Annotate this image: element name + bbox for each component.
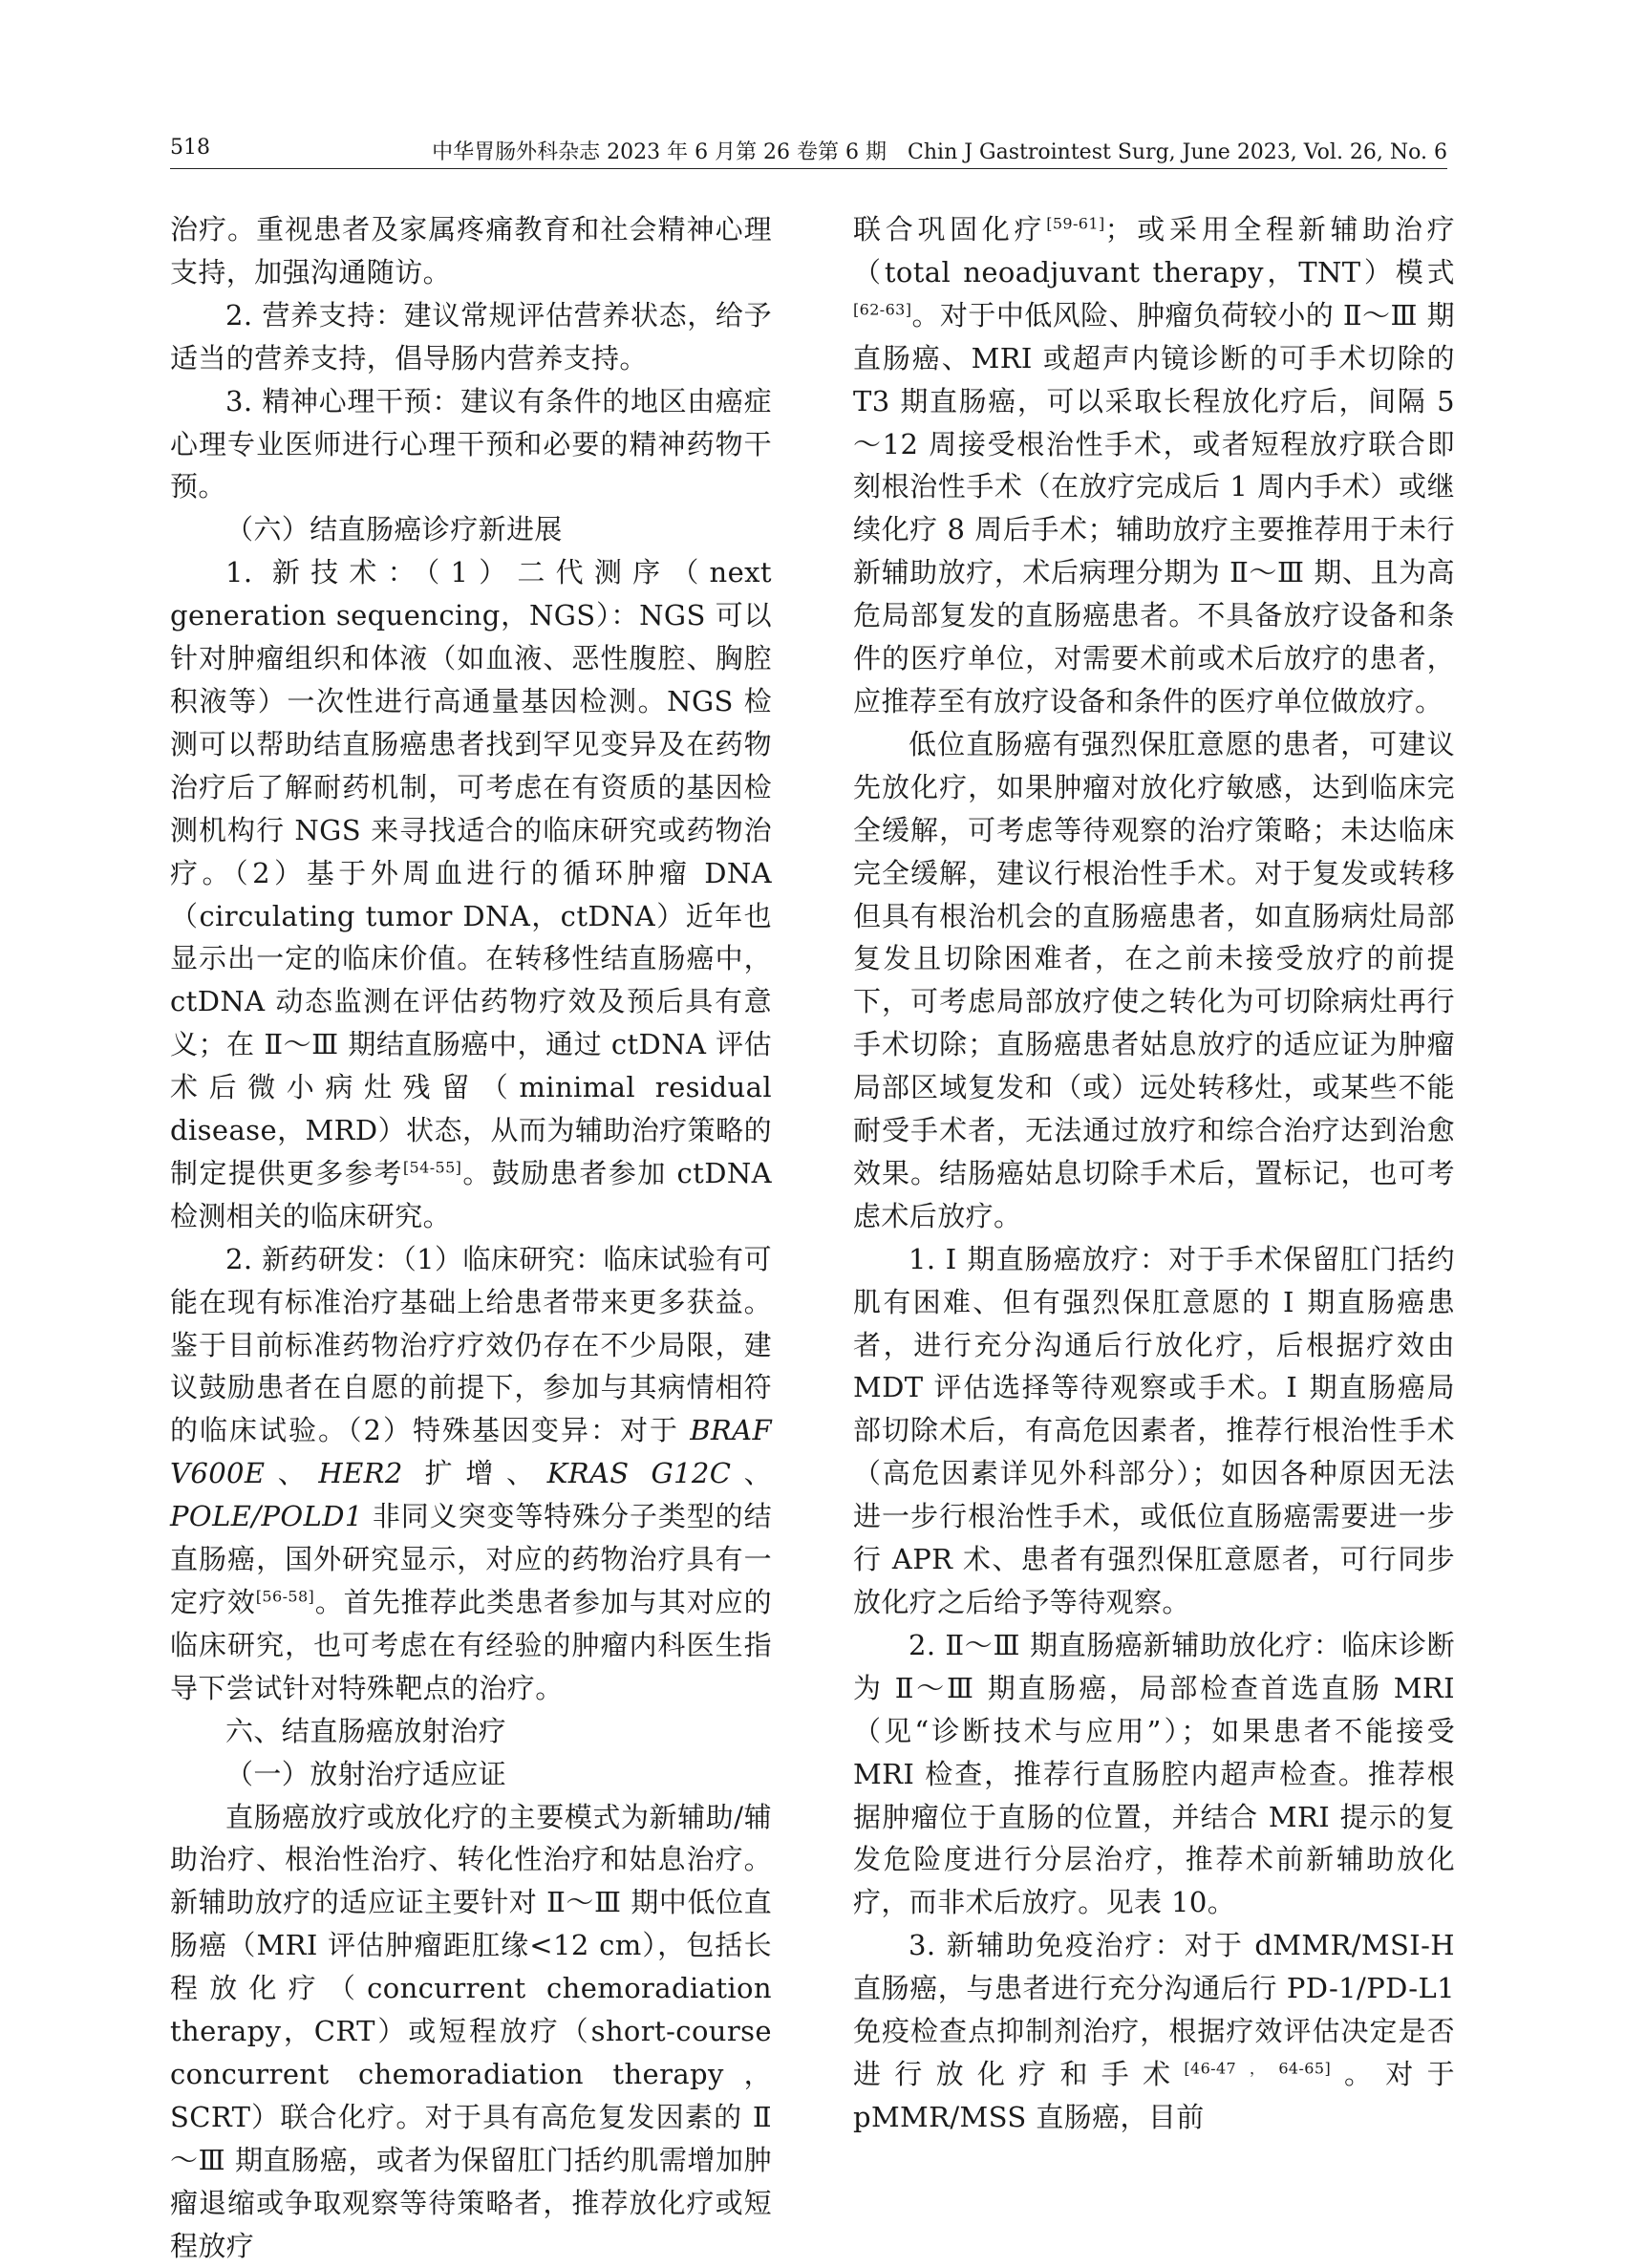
gene-name: POLE/POLD1 [170, 1500, 363, 1533]
text-run: 3. 新辅助免疫治疗：对于 dMMR/MSI-H 直肠癌，与患者进行充分沟通后行 PD-1/PD-L1 免疫检查点抑制剂治疗，根据疗效评估决定是否进行放化疗和手术 [853, 1929, 1455, 2090]
paragraph [170, 551, 772, 1238]
text-run: 。对于 pMMR/MSS 直肠癌，目前 [853, 2057, 1455, 2133]
paragraph: 3. 精神心理干预：建议有条件的地区由癌症心理专业医师进行心理干预和必要的精神药物干预。 [170, 384, 772, 503]
header-rule [170, 168, 1447, 169]
page-number: 518 [170, 136, 210, 160]
text-run: 。首先推荐此类患者参加与其对应的临床研究，也可考虑在有经验的肿瘤内科医生指导下尝试针对特殊靶点的治疗。 [170, 1586, 772, 1704]
text-run: 。对于中低风险、肿瘤负荷较小的 Ⅱ～Ⅲ 期直肠癌、MRI 或超声内镜诊断的可手术切除的 T3 期直肠癌，可以采取长程放化疗后，间隔 5～12 周接受根治性手术，或者短程放疗联合即刻根治性手术（在放疗完成后 1 周内手术）或继续化疗 8 周后手术；辅助放疗主要推荐用于未行新辅助放疗，术后病理分期为 Ⅱ～Ⅲ 期、且为高危局部复发的直肠癌患者。不具备放疗设备和条件的医疗单位，对需要术前或术后放疗的患者，应推荐至有放疗设备和条件的医疗单位做放疗。 [853, 298, 1455, 717]
text-run: 。鼓励患者参加 ctDNA 检测相关的临床研究。 [170, 1156, 772, 1232]
paragraph: 2. 营养支持：建议常规评估营养状态，给予适当的营养支持，倡导肠内营养支持。 [170, 298, 772, 374]
section-heading: （六）结直肠癌诊疗新进展 [225, 513, 563, 546]
citation: [59-61] [1046, 214, 1105, 233]
citation: [62-63] [853, 300, 912, 319]
gene-name: KRAS G12C [546, 1457, 732, 1490]
text-run: 1. 新技术：（1）二代测序（next generation sequencing，NGS）：NGS 可以针对肿瘤组织和体液（如血液、恶性腹腔、胸腔积液等）一次性进行高通量基因检测。NGS 检测可以帮助结直肠癌患者找到罕见变异及在药物治疗后了解耐药机制，可考虑在有资质的基因检测机构行 NGS 来寻找适合的临床研究或药物治疗。（2）基于外周血进行的循环肿瘤 DNA（circulating tumor DNA，ctDNA）近年也显示出一定的临床价值。在转移性结直肠癌中，ctDNA 动态监测在评估药物疗效及预后具有意义；在 Ⅱ～Ⅲ 期结直肠癌中，通过 ctDNA 评估术后微小病灶残留（minimal residual disease，MRD）状态，从而为辅助治疗策略的制定提供更多参考 [170, 556, 772, 1189]
citation: [54-55] [402, 1158, 462, 1177]
paragraph: 低位直肠癌有强烈保肛意愿的患者，可建议先放化疗，如果肿瘤对放化疗敏感，达到临床完全缓解，可考虑等待观察的治疗策略；未达临床完全缓解，建议行根治性手术。对于复发或转移但具有根治机会的直肠癌患者，如直肠病灶局部复发且切除困难者，在之前未接受放疗的前提下，可考虑局部放疗使之转化为可切除病灶再行手术切除；直肠癌患者姑息放疗的适应证为肿瘤局部区域复发和（或）远处转移灶，或某些不能耐受手术者，无法通过放疗和综合治疗达到治愈效果。结肠癌姑息切除手术后，置标记，也可考虑术后放疗。 [853, 727, 1455, 1232]
citation: [46-47，64-65] [1184, 2059, 1332, 2078]
running-head: 中华胃肠外科杂志 2023 年 6 月第 26 卷第 6 期 Chin J Gastrointest Surg, June 2023, Vol. 26, No. 6 [432, 140, 1447, 164]
paragraph [170, 1238, 772, 1710]
paragraph: 2. Ⅱ～Ⅲ 期直肠癌新辅助放化疗：临床诊断为 Ⅱ～Ⅲ 期直肠癌，局部检查首选直肠 MRI（见“诊断技术与应用”）；如果患者不能接受 MRI 检查，推荐行直肠腔内超声检查。推荐根据肿瘤位于直肠的位置，并结合 MRI 提示的复发危险度进行分层治疗，推荐术前新辅助放化疗，而非术后放疗。见表 10。 [853, 1628, 1455, 1919]
text-run: 2. 新药研发：（1）临床研究：临床试验有可能在现有标准治疗基础上给患者带来更多获益。鉴于目前标准药物治疗疗效仍存在不少局限，建议鼓励患者在自愿的前提下，参加与其病情相符的临床试验。（2）特殊基因变异：对于 [170, 1242, 772, 1447]
left-column [170, 208, 772, 2268]
text-run: 非同义突变等特殊分子类型的结直肠癌，国外研究显示，对应的药物治疗具有一定疗效 [170, 1500, 772, 1618]
paragraph: 治疗。重视患者及家属疼痛教育和社会精神心理支持，加强沟通随访。 [170, 213, 772, 289]
paragraph [853, 1924, 1455, 2139]
gene-name: BRAF V600E [170, 1414, 772, 1490]
text-run: 联合巩固化疗 [853, 213, 1047, 246]
right-column [853, 208, 1455, 2139]
section-heading: 六、结直肠癌放射治疗 [225, 1714, 507, 1747]
section-heading: （一）放射治疗适应证 [225, 1757, 507, 1790]
text-run: 、 [265, 1457, 319, 1490]
paragraph: 直肠癌放疗或放化疗的主要模式为新辅助/辅助治疗、根治性治疗、转化性治疗和姑息治疗。新辅助放疗的适应证主要针对 Ⅱ～Ⅲ 期中低位直肠癌（MRI 评估肿瘤距肛缘<12 cm），包括长程放化疗（concurrent chemoradiation therapy，CRT）或短程放疗（short-course concurrent chemoradiation therapy，SCRT）联合化疗。对于具有高危复发因素的 Ⅱ～Ⅲ 期直肠癌，或者为保留肛门括约肌需增加肿瘤退缩或争取观察等待策略者，推荐放化疗或短程放疗 [170, 1800, 772, 2262]
page-header [170, 124, 1447, 174]
text-run: ；或采用全程新辅助治疗（total neoadjuvant therapy，TNT）模式 [853, 213, 1455, 289]
text-run: 、 [731, 1457, 772, 1490]
paragraph: 1. Ⅰ 期直肠癌放疗：对于手术保留肛门括约肌有困难、但有强烈保肛意愿的 Ⅰ 期直肠癌患者，进行充分沟通后行放化疗，后根据疗效由 MDT 评估选择等待观察或手术。Ⅰ 期直肠癌局部切除术后，有高危因素者，推荐行根治性手术（高危因素详见外科部分）；如因各种原因无法进一步行根治性手术，或低位直肠癌需要进一步行 APR 术、患者有强烈保肛意愿者，可行同步放化疗之后给予等待观察。 [853, 1242, 1455, 1618]
citation: [56-58] [255, 1587, 315, 1606]
gene-name: HER2 [318, 1457, 403, 1490]
text-run: 扩增、 [402, 1457, 547, 1490]
paragraph [853, 208, 1455, 723]
